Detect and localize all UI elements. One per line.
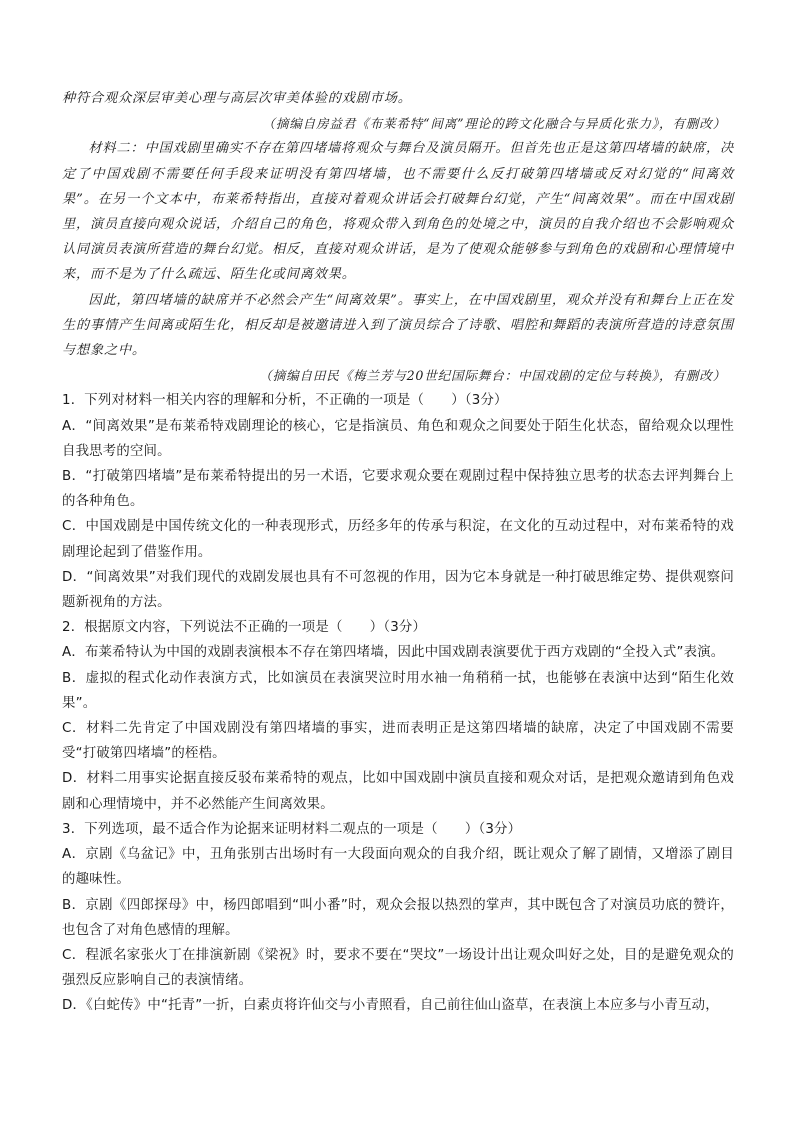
question-3-option-d: D．《白蛇传》中“托青”一折，白素贞将许仙交与小青照看，自己前往仙山盗草，在表演上本应多与小青互动， bbox=[62, 998, 719, 1014]
question-2-option-a: A．布莱希特认为中国的戏剧表演根本不存在第四堵墙，因此中国戏剧表演要优于西方戏剧的“全投入式”表演。 bbox=[62, 645, 725, 661]
question-3 bbox=[62, 817, 734, 1019]
source-citation-2: （摘编自田民《梅兰芳与20世纪国际舞台：中国戏剧的定位与转换》，有删改） bbox=[259, 368, 726, 384]
conclusion-paragraph: 因此，第四堵墙的缺席并不必然会产生“间离效果”。事实上，在中国戏剧里，观众并没有和舞台上正在发生的事情产生间离或陌生化，相反却是被邀请进入到了演员综合了诗歌、唱腔和舞蹈的表演所营造的诗意氛围与想象之中。 bbox=[62, 292, 734, 359]
question-1-stem: 1．下列对材料一相关内容的理解和分析，不正确的一项是（ ）（3分） bbox=[62, 393, 508, 409]
question-1-option-b: B．“打破第四堵墙”是布莱希特提出的另一术语，它要求观众要在观剧过程中保持独立思考的状态去评判舞台上的各种角色。 bbox=[62, 469, 734, 510]
question-1-option-d: D．“间离效果”对我们现代的戏剧发展也具有不可忽视的作用，因为它本身就是一种打破思维定势、提供观察问题新视角的方法。 bbox=[62, 569, 734, 611]
question-2-option-c: C．材料二先肯定了中国戏剧没有第四堵墙的事实，进而表明正是这第四堵墙的缺席，决定了中国戏剧不需要受“打破第四堵墙”的桎梏。 bbox=[62, 721, 734, 762]
question-3-option-a: A．京剧《乌盆记》中，丑角张别古出场时有一大段面向观众的自我介绍，既让观众了解了剧情，又增添了剧目的趣味性。 bbox=[62, 847, 734, 888]
passage-intro-line: 种符合观众深层审美心理与高层次审美体验的戏剧市场。 bbox=[62, 91, 412, 106]
question-3-option-c: C．程派名家张火丁在排演新剧《梁祝》时，要求不要在“哭坟”一场设计出让观众叫好之处，目的是避免观众的强烈反应影响自己的表演情绪。 bbox=[62, 947, 734, 989]
source-citation-1: （摘编自房益君《布莱希特“间离”理论的跨文化融合与异质化张力》，有删改） bbox=[262, 116, 726, 132]
document-page bbox=[62, 86, 734, 1019]
question-3-option-b: B．京剧《四郎探母》中，杨四郎唱到“叫小番”时，观众会报以热烈的掌声，其中既包含了对演员功底的赞许，也包含了对角色感情的理解。 bbox=[62, 897, 734, 938]
question-1 bbox=[62, 388, 734, 615]
question-2 bbox=[62, 615, 734, 817]
question-1-option-a: A．“间离效果”是布莱希特戏剧理论的核心，它是指演员、角色和观众之间要处于陌生化状态，留给观众以理性自我思考的空间。 bbox=[62, 418, 734, 459]
question-2-option-d: D．材料二用事实论据直接反驳布莱希特的观点，比如中国戏剧中演员直接和观众对话，是把观众邀请到角色戏剧和心理情境中，并不必然能产生间离效果。 bbox=[62, 771, 734, 812]
material-2-paragraph: 材料二：中国戏剧里确实不存在第四堵墙将观众与舞台及演员隔开。但首先也正是这第四堵墙的缺席，决定了中国戏剧不需要任何手段来证明没有第四堵墙，也不需要什么反打破第四堵墙或反对幻觉的“间离效果”。在另一个文本中，布莱希特指出，直接对着观众讲话会打破舞台幻觉，产生“间离效果”。而在中国戏剧里，演员直接向观众说话，介绍自己的角色，将观众带入到角色的处境之中，演员的自我介绍也不会影响观众认同演员表演所营造的舞台幻觉。相反，直接对观众讲话，是为了使观众能够参与到角色的戏剧和心理情境中来，而不是为了什么疏远、陌生化或间离效果。 bbox=[62, 141, 734, 283]
question-2-stem: 2．根据原文内容，下列说法不正确的一项是（ ）（3分） bbox=[62, 620, 427, 636]
question-2-option-b: B．虚拟的程式化动作表演方式，比如演员在表演哭泣时用水袖一角稍稍一拭，也能够在表演中达到“陌生化效果”。 bbox=[62, 670, 734, 711]
question-1-option-c: C．中国戏剧是中国传统文化的一种表现形式，历经多年的传承与积淀，在文化的互动过程中，对布莱希特的戏剧理论起到了借鉴作用。 bbox=[62, 519, 734, 560]
question-3-stem: 3．下列选项，最不适合作为论据来证明材料二观点的一项是（ ）（3分） bbox=[62, 821, 522, 837]
